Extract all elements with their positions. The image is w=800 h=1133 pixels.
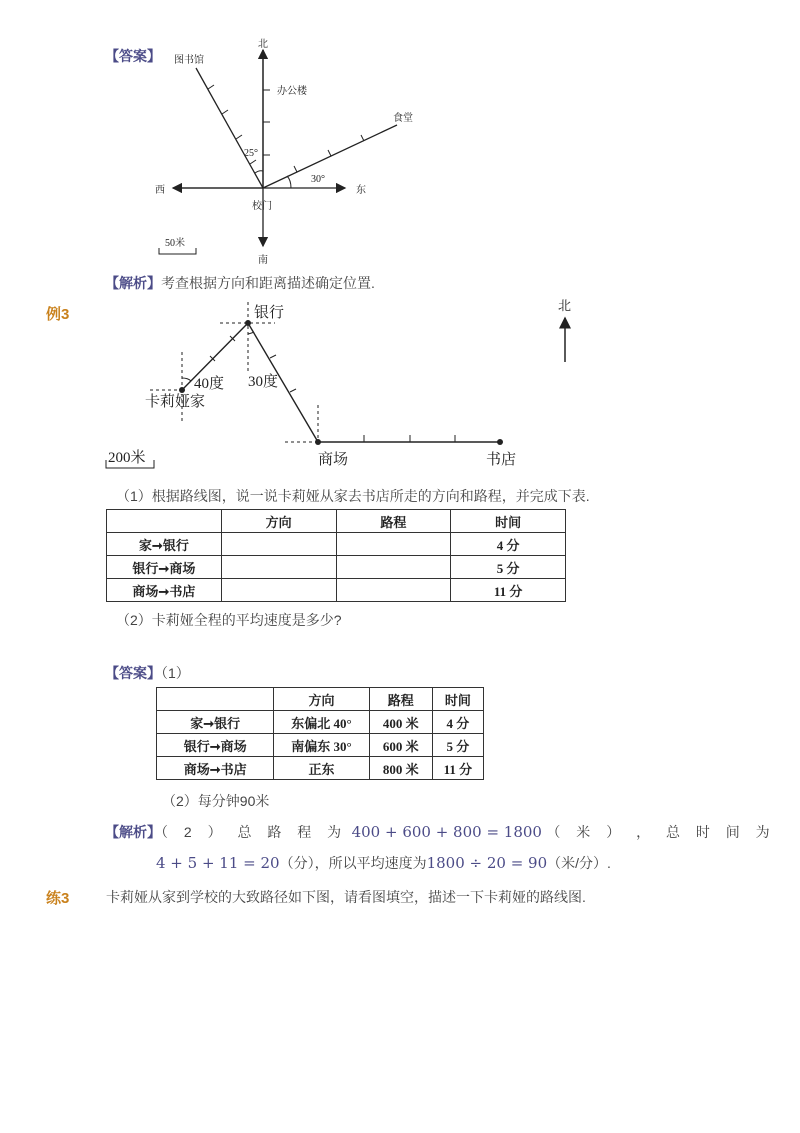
home-angle-label: 40度 [194,376,225,392]
bank-point [245,320,251,326]
table-cell: 400 米 [369,711,432,734]
table-cell [336,579,451,602]
table-cell: 东偏北 40° [274,711,369,734]
math-expression: 1800 ÷ 20 = 90 [426,854,548,872]
question-table [106,509,566,602]
table-cell [221,579,336,602]
campus-direction-diagram [0,0,800,300]
library-label: 图书馆 [174,55,204,66]
answer-table [156,687,484,780]
bank-label: 银行 [254,305,285,321]
table-header-row [107,510,566,533]
math-expression: 4 + 5 + 11 = 20 [156,854,280,872]
table-cell: 正东 [274,757,369,780]
answer-part-2: （2）每分钟90米 [162,793,270,809]
practice-text: 卡莉娅从家到学校的大致路径如下图，请看图填空，描述一下卡莉娅的路线图. [106,889,586,905]
table-cell [221,533,336,556]
canteen-line [263,125,397,188]
math-expression: 400 + 600 + 800 = 1800 [351,823,542,841]
table-cell: 商场➞书店 [107,579,222,602]
table-header: 方向 [274,688,369,711]
canteen-angle-label: 30° [311,174,325,185]
table-cell: 800 米 [369,757,432,780]
table-row [107,579,566,602]
table-header-row [157,688,484,711]
table-cell [336,556,451,579]
table-cell: 银行➞商场 [157,734,274,757]
question-1: （1）根据路线图，说一说卡莉娅从家去书店所走的方向和路程，并完成下表. [116,488,590,504]
answer-tag: 【答案】 [105,48,161,64]
table-row [157,734,484,757]
table-header: 方向 [221,510,336,533]
table-header: 路程 [336,510,451,533]
mall-label: 商场 [318,452,349,468]
analysis-text: 考查根据方向和距离描述确定位置. [161,275,375,291]
table-row [107,556,566,579]
mall-point [315,439,321,445]
answer-3 [105,663,190,683]
office-label: 办公楼 [277,86,307,97]
scale-label: 50米 [165,238,185,249]
table-cell: 5 分 [451,556,566,579]
analysis-tag: 【解析】 [105,824,161,840]
gate-label: 校门 [252,201,272,212]
east-label: 东 [356,185,366,196]
table-cell: 银行➞商场 [107,556,222,579]
table-header: 路程 [369,688,432,711]
table-cell: 5 分 [432,734,483,757]
table-row [107,533,566,556]
north-label: 北 [258,39,268,50]
table-cell: 600 米 [369,734,432,757]
answer-tag: 【答案】 [105,665,161,681]
library-angle-label: 25° [244,148,258,159]
table-header [157,688,274,711]
table-header [107,510,222,533]
bookstore-point [497,439,503,445]
table-row [157,757,484,780]
table-cell [336,533,451,556]
canteen-label: 食堂 [393,113,413,124]
question-2: （2）卡莉娅全程的平均速度是多少? [116,612,342,628]
table-cell: 4 分 [432,711,483,734]
analysis-3-line-2: 4 + 5 + 11 = 20（分），所以平均速度为1800 ÷ 20 = 90（米/分）. [156,854,611,872]
table-cell: 11 分 [451,579,566,602]
home-point [179,387,185,393]
analysis-tag: 【解析】 [105,275,161,291]
table-cell: 家➞银行 [157,711,274,734]
table-cell: 家➞银行 [107,533,222,556]
table-cell: 南偏东 30° [274,734,369,757]
table-cell: 4 分 [451,533,566,556]
table-row [157,711,484,734]
table-cell: 商场➞书店 [157,757,274,780]
practice-label: 练3 [46,890,70,907]
home-label: 卡莉娅家 [145,394,206,410]
bookstore-label: 书店 [486,452,517,468]
table-cell [221,556,336,579]
table-header: 时间 [451,510,566,533]
table-cell: 11 分 [432,757,483,780]
analysis-3-line-1: 【解析】（ 2 ） 总 路 程 为 400 + 600 + 800 = 1800 （ 米 ） ， 总 时 间 为 [105,823,776,841]
route-map [0,290,800,480]
west-label: 西 [155,185,165,196]
answer-part-1: （1） [161,665,190,681]
south-label: 南 [258,255,268,266]
library-line [196,68,263,188]
example-label: 例3 [46,306,70,323]
bank-angle-label: 30度 [248,374,279,390]
table-header: 时间 [432,688,483,711]
map-scale-label: 200米 [108,450,146,466]
map-north-label: 北 [558,298,572,313]
